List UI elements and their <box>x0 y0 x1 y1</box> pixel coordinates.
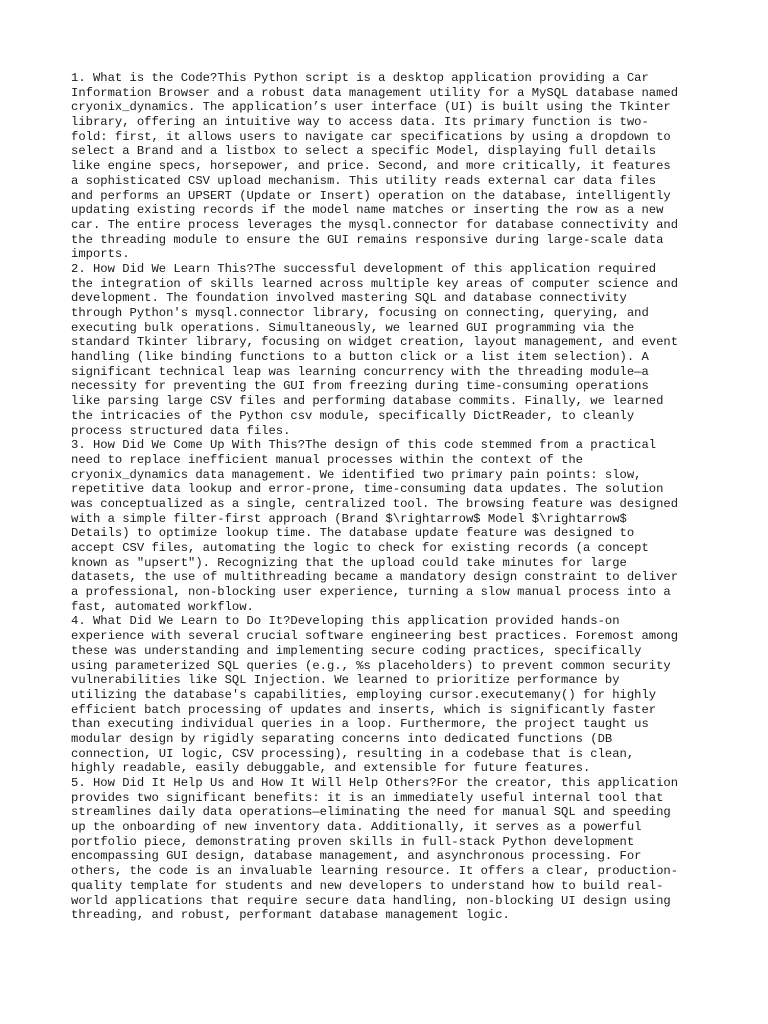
paragraph-how-did-it-help: 5. How Did It Help Us and How It Will Help Others?For the creator, this application provides two significant benefits: it is an immediately useful internal tool that streamlines daily data operations—eliminating the need for manual SQL and speeding up the onboarding of new inventory data. Additionally, it serves as a powerful portfolio piece, demonstrating proven skills in full-stack Python development encompassing GUI design, database management, and asynchronous processing. For others, the code is an invaluable learning resource. It offers a clear, production- quality template for students and new developers to understand how to build real- world applications that require secure data handling, non-blocking UI design using threading, and robust, performant database management logic. <box>71 776 679 923</box>
document-page <box>71 71 701 923</box>
paragraph-how-did-we-learn-this: 2. How Did We Learn This?The successful development of this application required the integration of skills learned across multiple key areas of computer science and development. The foundation involved mastering SQL and database connectivity through Python's mysql.connector library, focusing on connecting, querying, and executing bulk operations. Simultaneously, we learned GUI programming via the standard Tkinter library, focusing on widget creation, layout management, and event handling (like binding functions to a button click or a list item selection). A significant technical leap was learning concurrency with the threading module—a necessity for preventing the GUI from freezing during time-consuming operations like parsing large CSV files and performing database commits. Finally, we learned the intricacies of the Python csv module, specifically DictReader, to cleanly process structured data files. <box>71 261 679 438</box>
paragraph-how-did-we-come-up-with-this: 3. How Did We Come Up With This?The design of this code stemmed from a practical need to replace inefficient manual processes within the context of the cryonix_dynamics data management. We identified two primary pain points: slow, repetitive data lookup and error-prone, time-consuming data updates. The solution was conceptualized as a single, centralized tool. The browsing feature was designed with a simple filter-first approach (Brand $\rightarrow$ Model $\rightarrow$ Details) to optimize lookup time. The database update feature was designed to accept CSV files, automating the logic to check for existing records (a concept known as "upsert"). Recognizing that the upload could take minutes for large datasets, the use of multithreading became a mandatory design constraint to deliver a professional, non-blocking user experience, turning a slow manual process into a fast, automated workflow. <box>71 438 679 614</box>
paragraph-what-did-we-learn-to-do-it: 4. What Did We Learn to Do It?Developing this application provided hands-on experience with several crucial software engineering best practices. Foremost among these was understanding and implementing secure coding practices, specifically using parameterized SQL queries (e.g., %s placeholders) to prevent common security vulnerabilities like SQL Injection. We learned to prioritize performance by utilizing the database's capabilities, employing cursor.executemany() for highly efficient batch processing of updates and inserts, which is significantly faster than executing individual queries in a loop. Furthermore, the project taught us modular design by rigidly separating concerns into dedicated functions (DB connection, UI logic, CSV processing), resulting in a codebase that is clean, highly readable, easily debuggable, and extensible for future features. <box>71 614 679 776</box>
paragraph-what-is-the-code: 1. What is the Code?This Python script is a desktop application providing a Car Information Browser and a robust data management utility for a MySQL database named cryonix_dynamics. The application’s user interface (UI) is built using the Tkinter library, offering an intuitive way to access data. Its primary function is two- fold: first, it allows users to navigate car specifications by using a dropdown to select a Brand and a listbox to select a specific Model, displaying full details like engine specs, horsepower, and price. Second, and more critically, it features a sophisticated CSV upload mechanism. This utility reads external car data files and performs an UPSERT (Update or Insert) operation on the database, intelligently updating existing records if the model name matches or inserting the row as a new car. The entire process leverages the mysql.connector for database connectivity and the threading module to ensure the GUI remains responsive during large-scale data imports. <box>71 71 679 262</box>
